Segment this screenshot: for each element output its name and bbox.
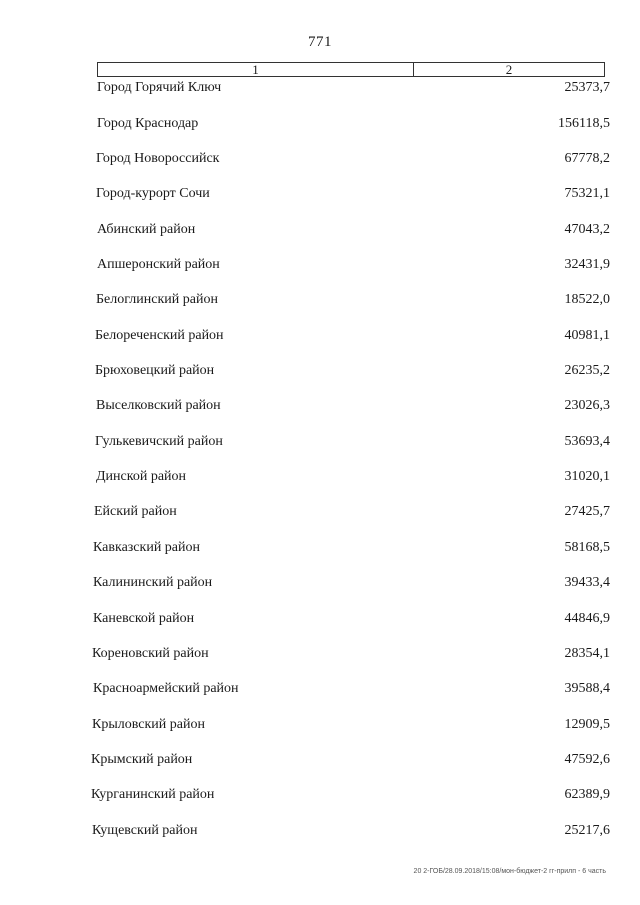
table-row: [0, 116, 640, 136]
district-name: Выселковский район: [96, 398, 221, 413]
table-row: [0, 434, 640, 454]
district-name: Белореченский район: [95, 328, 224, 343]
district-name: Ейский район: [94, 504, 177, 519]
district-name: Город Краснодар: [97, 116, 199, 131]
district-value: 47592,6: [564, 752, 610, 767]
district-name: Город Горячий Ключ: [97, 80, 222, 95]
district-value: 28354,1: [564, 646, 610, 661]
district-name: Город-курорт Сочи: [96, 186, 210, 201]
district-value: 23026,3: [564, 398, 610, 413]
table-row: [0, 540, 640, 560]
table-row: [0, 575, 640, 595]
table-row: [0, 681, 640, 701]
district-name: Гулькевичский район: [95, 434, 223, 449]
district-name: Белоглинский район: [96, 292, 218, 307]
table-row: [0, 151, 640, 171]
table-header: [97, 62, 605, 77]
table-row: [0, 328, 640, 348]
district-value: 47043,2: [564, 222, 610, 237]
table-row: [0, 504, 640, 524]
district-value: 32431,9: [564, 257, 610, 272]
district-name: Кореновский район: [92, 646, 209, 661]
table-row: [0, 186, 640, 206]
table-row: [0, 398, 640, 418]
district-value: 25373,7: [564, 80, 610, 95]
district-value: 39588,4: [564, 681, 610, 696]
district-name: Калининский район: [93, 575, 213, 590]
district-name: Крымский район: [91, 752, 193, 767]
district-name: Красноармейский район: [93, 681, 239, 696]
district-value: 53693,4: [564, 434, 610, 449]
district-name: Апшеронский район: [97, 257, 220, 272]
table-row: [0, 717, 640, 737]
district-name: Город Новороссийск: [96, 151, 220, 166]
column-header-1: 1: [98, 63, 414, 76]
district-name: Абинский район: [97, 222, 196, 237]
footer-note: 20 2-ГОБ/28.09.2018/15:08/мон-бюджет-2 гг-прилп - 6 часть: [413, 868, 606, 875]
district-value: 12909,5: [564, 717, 610, 732]
district-name: Крыловский район: [92, 717, 205, 732]
district-name: Динской район: [96, 469, 187, 484]
district-value: 44846,9: [564, 611, 610, 626]
table-row: [0, 823, 640, 843]
district-value: 75321,1: [564, 186, 610, 201]
district-value: 62389,9: [564, 787, 610, 802]
district-value: 25217,6: [564, 823, 610, 838]
table-row: [0, 363, 640, 383]
district-value: 58168,5: [564, 540, 610, 555]
district-value: 39433,4: [564, 575, 610, 590]
district-name: Брюховецкий район: [95, 363, 215, 378]
table-row: [0, 611, 640, 631]
table-row: [0, 257, 640, 277]
district-value: 18522,0: [564, 292, 610, 307]
table-row: [0, 469, 640, 489]
district-value: 40981,1: [564, 328, 610, 343]
table-row: [0, 752, 640, 772]
district-name: Каневской район: [93, 611, 195, 626]
table-row: [0, 80, 640, 100]
district-name: Курганинский район: [91, 787, 215, 802]
column-header-2: 2: [505, 62, 513, 77]
table-row: [0, 292, 640, 312]
district-value: 67778,2: [564, 151, 610, 166]
district-value: 31020,1: [564, 469, 610, 484]
table-row: [0, 646, 640, 666]
district-value: 26235,2: [564, 363, 610, 378]
district-value: 27425,7: [564, 504, 610, 519]
table-row: [0, 787, 640, 807]
page-number: 771: [308, 34, 332, 50]
table-row: [0, 222, 640, 242]
district-name: Кущевский район: [92, 823, 198, 838]
district-name: Кавказский район: [93, 540, 201, 555]
district-value: 156118,5: [558, 116, 610, 131]
